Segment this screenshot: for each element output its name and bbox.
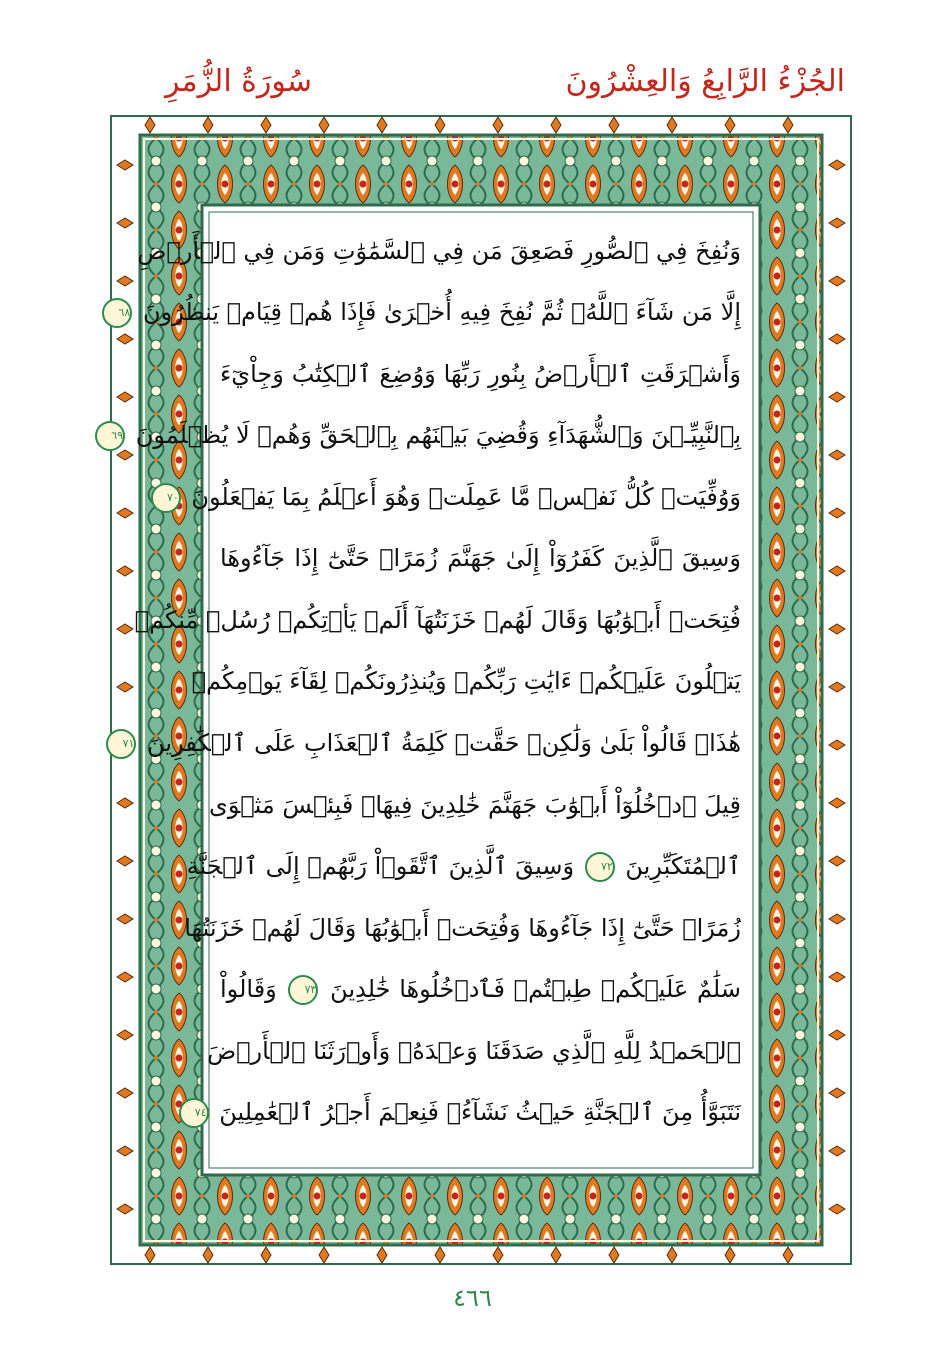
ayah-number-marker: ٦٨ (102, 298, 132, 328)
quran-text-block (111, 212, 749, 1153)
ayah-number-marker: ٧٢ (585, 852, 615, 882)
verse-text: وَقَالُواْ (220, 975, 277, 1004)
verse-text: ٱلۡحَمۡدُ لِلَّهِ ٱلَّذِي صَدَقَنَا وَعۡدَهُۥ وَأَوۡرَثَنَا ٱلۡأَرۡضَ (207, 1036, 741, 1065)
verse-text: يَتۡلُونَ عَلَيۡكُمۡ ءَايَٰتِ رَبِّكُمۡ وَيُنذِرُونَكُمۡ لِقَآءَ يَوۡمِكُمۡ (191, 667, 741, 696)
verse-text: سَلَٰمٌ عَلَيۡكُمۡ طِبۡتُمۡ فَٱدۡخُلُوهَا خَٰلِدِينَ (330, 975, 741, 1004)
verse-line (166, 473, 741, 521)
verse-line (191, 657, 741, 705)
verse-line (184, 904, 741, 952)
verse-text: بِٱلنَّبِيِّـۧنَ وَٱلشُّهَدَآءِ وَقُضِيَ بَيۡنَهُم بِٱلۡحَقِّ وَهُمۡ لَا يُظۡلَمُونَ (135, 421, 741, 450)
verse-line (209, 781, 741, 829)
verse-text: فُتِحَتۡ أَبۡوَٰبُهَا وَقَالَ لَهُمۡ خَزَنَتُهَآ أَلَمۡ يَأۡتِكُمۡ رُسُلٞ مِّنكُمۡ (134, 605, 741, 634)
verse-line (122, 719, 741, 767)
verse-text: ٱلۡمُتَكَبِّرِينَ (625, 852, 741, 881)
ayah-number-marker: ٧١ (106, 729, 136, 759)
verse-line (220, 534, 741, 582)
ayah-number-marker: ٧٠ (151, 483, 181, 513)
ayah-number-marker: ٦٩ (95, 421, 125, 451)
ayah-number-marker: ٧٣ (288, 975, 318, 1005)
page-header-surah: سُورَةُ الزُّمَرِ (165, 64, 313, 99)
verse-text: وَوُفِّيَتۡ كُلُّ نَفۡسٖ مَّا عَمِلَتۡ وَهُوَ أَعۡلَمُ بِمَا يَفۡعَلُونَ (191, 482, 741, 511)
verse-line (137, 227, 741, 275)
verse-text: وَسِيقَ ٱلَّذِينَ كَفَرُوٓاْ إِلَىٰ جَهَنَّمَ زُمَرًاۖ حَتَّىٰٓ إِذَا جَآءُوهَا (220, 544, 741, 573)
verse-text: نَتَبَوَّأُ مِنَ ٱلۡجَنَّةِ حَيۡثُ نَشَآءُۖ فَنِعۡمَ أَجۡرُ ٱلۡعَٰمِلِينَ (219, 1098, 741, 1127)
verse-text: وَأَشۡرَقَتِ ٱلۡأَرۡضُ بِنُورِ رَبِّهَا وَوُضِعَ ٱلۡكِتَٰبُ وَجِاْيٓءَ (220, 359, 741, 388)
verse-text: زُمَرًاۖ حَتَّىٰٓ إِذَا جَآءُوهَا وَفُتِحَتۡ أَبۡوَٰبُهَا وَقَالَ لَهُمۡ خَزَنَتُهَا (184, 913, 741, 942)
verse-line (220, 350, 741, 398)
verse-line (134, 596, 741, 644)
verse-text: وَنُفِخَ فِي ٱلصُّورِ فَصَعِقَ مَن فِي ٱلسَّمَٰوَٰتِ وَمَن فِي ٱلۡأَرۡضِ (137, 236, 741, 265)
verse-line (207, 1027, 741, 1075)
verse-line (194, 1088, 741, 1136)
verse-text: إِلَّا مَن شَآءَ ٱللَّهُۖ ثُمَّ نُفِخَ فِيهِ أُخۡرَىٰ فَإِذَا هُمۡ قِيَامٞ يَنظُرُونَ (142, 298, 741, 327)
verse-text: هَٰذَاۚ قَالُواْ بَلَىٰ وَلَٰكِنۡ حَقَّتۡ كَلِمَةُ ٱلۡعَذَابِ عَلَى ٱلۡكَٰفِرِينَ (147, 729, 741, 758)
verse-line (111, 411, 741, 459)
page-header-juz: الجُزْءُ الرَّابِعُ وَالعِشْرُونَ (565, 64, 845, 99)
page-number: ٤٦٦ (453, 1284, 492, 1312)
verse-text: وَسِيقَ ٱلَّذِينَ ٱتَّقَوۡاْ رَبَّهُمۡ إِلَى ٱلۡجَنَّةِ (186, 852, 575, 881)
verse-line (220, 965, 741, 1013)
verse-line (118, 288, 741, 336)
verse-text: قِيلَ ٱدۡخُلُوٓاْ أَبۡوَٰبَ جَهَنَّمَ خَٰلِدِينَ فِيهَاۖ فَبِئۡسَ مَثۡوَى (209, 790, 741, 819)
verse-line (186, 842, 741, 890)
ayah-number-marker: ٧٤ (179, 1098, 209, 1128)
